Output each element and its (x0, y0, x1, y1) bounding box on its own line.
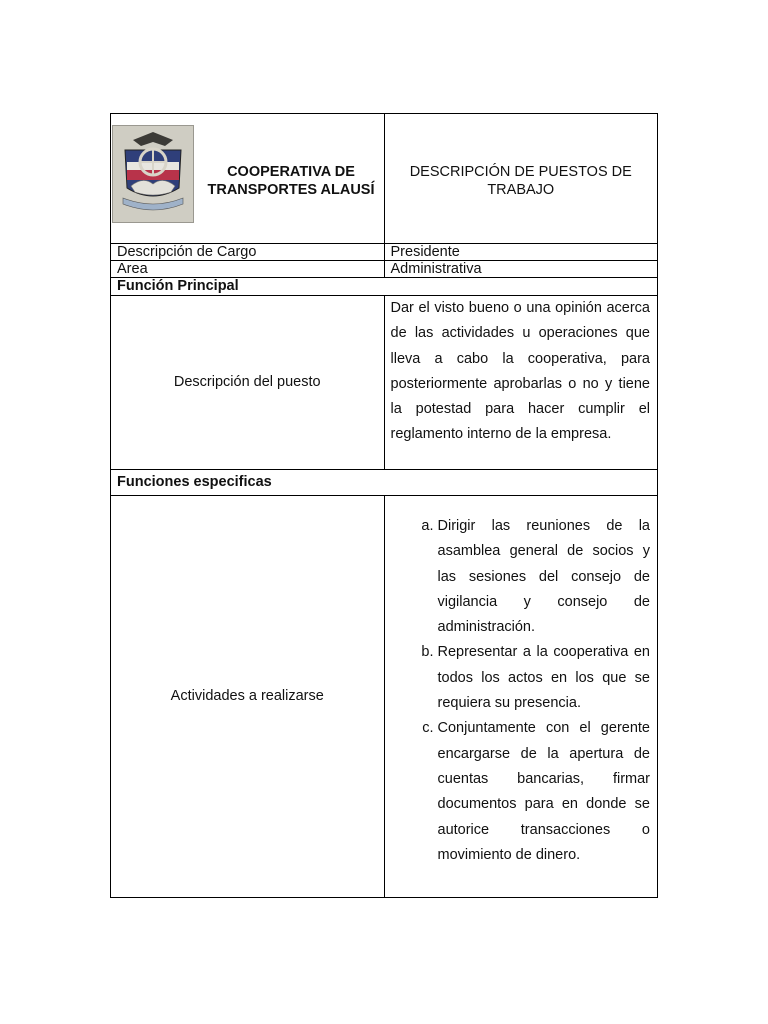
list-marker: a. (421, 518, 434, 534)
activities-list (385, 496, 658, 868)
organization-name: COOPERATIVA DE TRANSPORTES ALAUSÍ (207, 164, 375, 198)
cargo-value-cell (384, 244, 658, 261)
cargo-value: Presidente (390, 244, 460, 260)
header-left-cell (111, 114, 385, 244)
cargo-label-cell (111, 244, 385, 261)
list-item (385, 716, 651, 868)
activities-label: Actividades a realizarse (170, 688, 324, 704)
list-item-text: Dirigir las reuniones de la asamblea general de socios y las sesiones del consejo de vigilancia y consejo de administración. (437, 518, 650, 636)
list-item-text: Conjuntamente con el gerente encargarse de la apertura de cuentas bancarias, firmar documentos para en donde se autorice transacciones o movimiento de dinero. (437, 720, 650, 863)
list-marker: b. (421, 644, 434, 661)
list-item (385, 640, 651, 716)
cooperative-logo (112, 125, 194, 223)
document-title: DESCRIPCIÓN DE PUESTOS DE TRABAJO (409, 164, 632, 198)
list-item-text: Representar a la cooperativa en todos los actos en los que se requiera su presencia. (437, 644, 650, 712)
funciones-especificas-heading: Funciones especificas (111, 470, 658, 496)
cargo-label: Descripción de Cargo (117, 244, 257, 260)
funcion-principal-heading: Función Principal (111, 278, 658, 296)
list-marker: c. (422, 720, 434, 737)
area-value-cell (384, 261, 658, 278)
area-label: Area (117, 261, 148, 277)
description-label-cell (111, 296, 385, 470)
area-label-cell (111, 261, 385, 278)
header-right-cell (384, 114, 658, 244)
description-text: Dar el visto bueno o una opinión acerca de las actividades u operaciones que lleva a cabo la cooperativa, para posteriormente aprobarlas o no y tiene la potestad para hacer cumplir el reglamento interno de la empresa. (390, 300, 650, 443)
list-item (385, 514, 651, 640)
description-label: Descripción del puesto (173, 374, 321, 390)
job-description-table (110, 113, 658, 898)
area-value: Administrativa (390, 261, 482, 277)
activities-list-cell (384, 496, 658, 898)
description-text-cell (384, 296, 658, 470)
activities-label-cell (111, 496, 385, 898)
